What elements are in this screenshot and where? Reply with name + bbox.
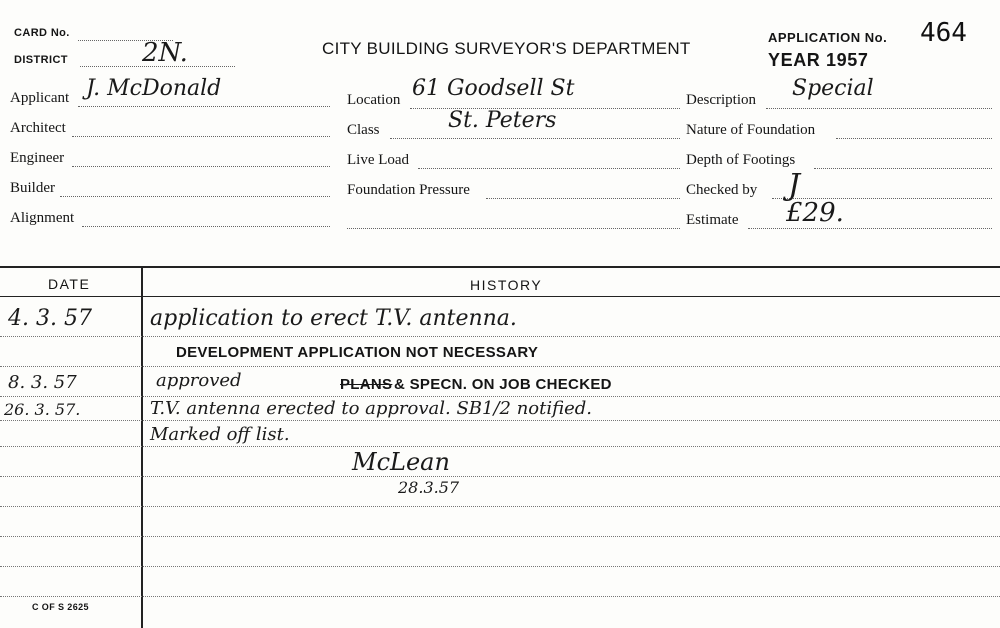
history-text-3: T.V. antenna erected to approval. SB1/2 notified. [150,398,593,419]
class-line [390,138,680,139]
ruled-line [0,420,1000,421]
history-text-2-hand: approved [156,370,242,391]
district-value: 2N. [142,38,188,68]
department-title: CITY BUILDING SURVEYOR'S DEPARTMENT [322,39,691,58]
ruled-line [0,366,1000,367]
history-column-header: HISTORY [470,277,543,293]
history-date-2: 8. 3. 57 [8,372,77,393]
district-label: DISTRICT [14,54,68,66]
estimate-label: Estimate [686,212,739,228]
history-text-2-stamp: & SPECN. ON JOB CHECKED [394,376,612,393]
applicant-line [78,106,330,107]
table-header-rule [0,296,1000,297]
foundation-pressure-label: Foundation Pressure [347,182,470,198]
estimate-line [748,228,992,229]
location-label: Location [347,92,401,108]
class-value: St. Peters [448,108,557,133]
ruled-line [0,596,1000,597]
table-top-rule [0,266,1000,268]
class-label: Class [347,122,380,138]
depth-of-footings-line [814,168,992,169]
ruled-line [0,476,1000,477]
history-date-3: 26. 3. 57. [4,400,81,419]
history-text-4: Marked off list. [150,424,290,445]
blank-line-col2 [347,228,680,229]
application-no-value: 464 [920,18,967,48]
builder-line [60,196,330,197]
form-code: C OF S 2625 [32,602,89,612]
estimate-value: £29. [786,198,844,228]
alignment-line [82,226,330,227]
ruled-line [0,446,1000,447]
live-load-line [418,168,680,169]
description-value: Special [792,76,874,101]
description-label: Description [686,92,756,108]
history-text-1: application to erect T.V. antenna. [150,306,517,331]
alignment-label: Alignment [10,210,75,226]
live-load-label: Live Load [347,152,410,168]
ruled-line [0,396,1000,397]
date-column-header: DATE [48,276,91,292]
engineer-label: Engineer [10,150,65,166]
ruled-line [0,536,1000,537]
ruled-line [0,506,1000,507]
checked-by-value: J [788,168,801,203]
engineer-line [72,166,330,167]
ruled-line [0,566,1000,567]
checked-by-label: Checked by [686,182,758,198]
history-text-2-struck: PLANS [340,376,393,393]
signature-date: 28.3.57 [398,478,460,497]
signature: McLean [352,448,450,476]
history-stamp-dev-application: DEVELOPMENT APPLICATION NOT NECESSARY [176,344,539,361]
architect-label: Architect [10,120,66,136]
year-label: YEAR 1957 [768,50,869,70]
architect-line [72,136,330,137]
description-line [766,108,992,109]
application-no-label: APPLICATION No. [768,30,888,45]
card-no-label: CARD No. [14,27,70,39]
applicant-value: J. McDonald [86,76,222,101]
ruled-line [0,336,1000,337]
depth-of-footings-label: Depth of Footings [686,152,796,168]
location-value: 61 Goodsell St [412,76,575,101]
nature-of-foundation-label: Nature of Foundation [686,122,816,138]
builder-label: Builder [10,180,55,196]
applicant-label: Applicant [10,90,70,106]
date-column-divider [141,267,143,628]
foundation-pressure-line [486,198,680,199]
nature-of-foundation-line [836,138,992,139]
history-date-1: 4. 3. 57 [8,306,92,331]
